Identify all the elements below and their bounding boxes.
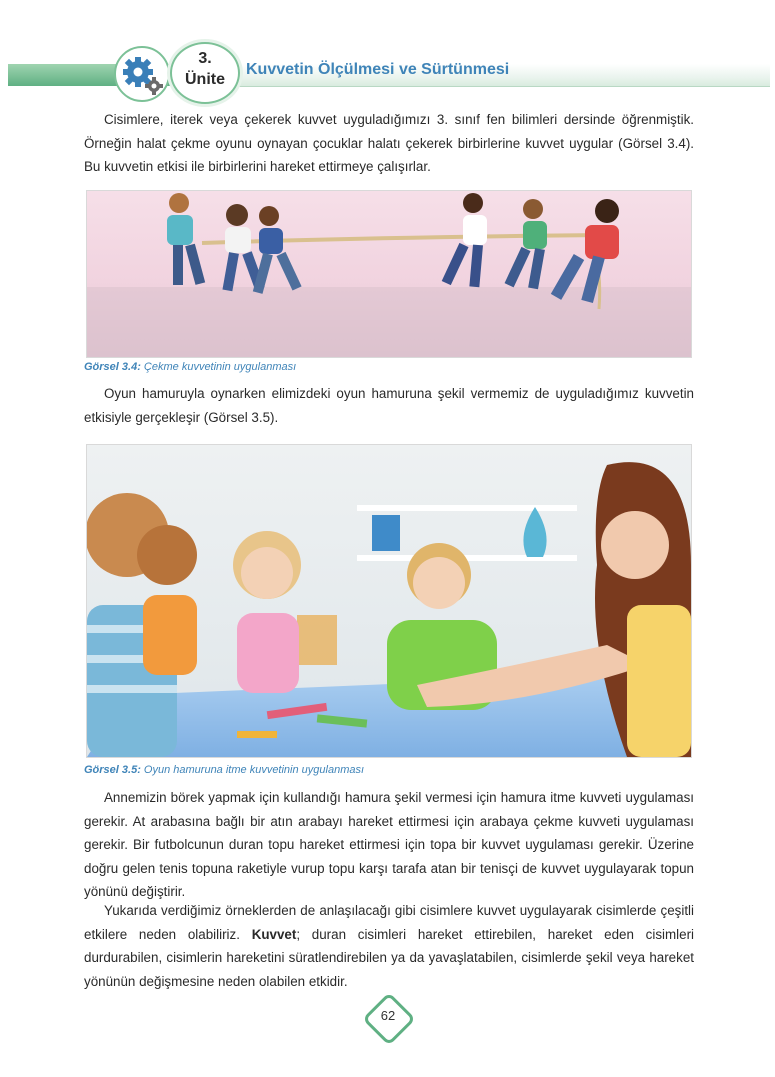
paragraph-4-text-a: Yukarıda verdiğimiz örneklerden de anlaşılacağı gibi cisimlere kuvvet uygulayarak cisimlerde çeşitli etkilere neden olabiliriz. (84, 903, 694, 942)
unit-number: 3. (198, 50, 212, 67)
play-dough-photo (86, 444, 692, 758)
figure-label-1: Görsel 3.4: (84, 361, 141, 373)
tug-of-war-photo (86, 190, 692, 358)
paragraph-4-bold: Kuvvet (251, 926, 297, 942)
unit-badge (170, 42, 240, 104)
unit-word: Ünite (185, 71, 225, 88)
paragraph-3: Annemizin börek yapmak için kullandığı hamura şekil vermesi için hamura itme kuvveti uygulaması gerekir. At arabasına bağlı bir atın arabayı hareket ettirmesi için arabaya çekme kuvveti uygulaması gerekir. Bir futbolcunun duran topu hareket ettirmesi için topa bir kuvvet uygulaması gerekir. Üzerine doğru gelen tenis topuna raketiyle vurup topu karşı tarafa atan bir tenisçi de kuvvet uygulayarak topun yönünü değiştirir. (84, 790, 694, 899)
page-number: 62 (380, 1008, 396, 1023)
page-number-badge (362, 992, 412, 1042)
figure-text-2: Oyun hamuruna itme kuvvetinin uygulanması (143, 764, 365, 776)
figure-caption-2 (84, 764, 364, 776)
unit-title: Kuvvetin Ölçülmesi ve Sürtünmesi (246, 61, 510, 78)
paragraph-2: Oyun hamuruyla oynarken elimizdeki oyun hamuruna şekil vermemiz de uyguladığımız kuvvetin etkisiyle gerçekleşir (Görsel 3.5). (84, 386, 694, 425)
figure-text-1: Çekme kuvvetinin uygulanması (143, 361, 297, 373)
figure-caption-1 (84, 361, 296, 373)
paragraph-4 (84, 899, 694, 993)
paragraph-4-text-b: ; duran cisimleri hareket ettirebilen, hareket eden cisimleri durdurabilen, cisimlerin hareketini süratlendirebilen ya da yavaşlatabilen, cisimlerde şekil veya hareket yönünün değişmesine neden olabilen etkidir. (84, 926, 694, 989)
paragraph-1: Cisimlere, iterek veya çekerek kuvvet uyguladığımızı 3. sınıf fen bilimleri dersinde öğrenmiştik. Örneğin halat çekme oyunu oynayan çocuklar halatı çekerek birbirlerine kuvvet uygular (Görsel 3.4). Bu kuvvetin etkisi ile birbirlerini hareket ettirmeye çalışırlar. (84, 112, 694, 174)
gears-icon (114, 46, 170, 102)
figure-label-2: Görsel 3.5: (84, 764, 141, 776)
